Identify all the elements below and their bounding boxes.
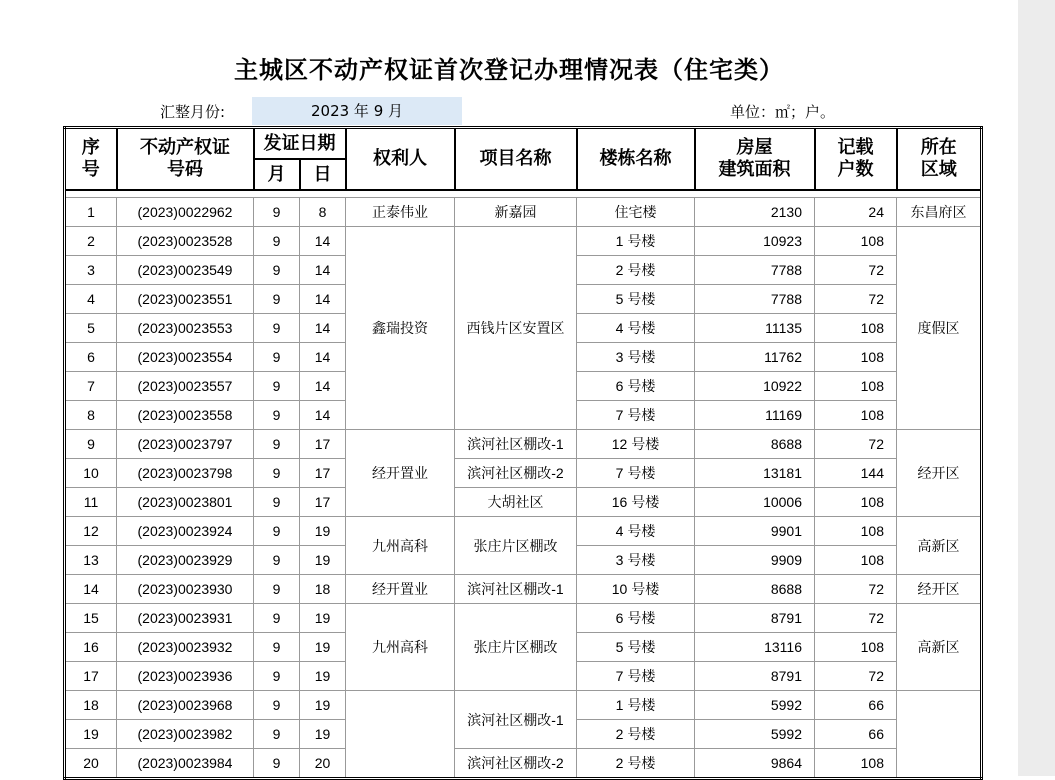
- cell-seq: 4: [65, 285, 117, 314]
- cell-households: 108: [815, 372, 897, 401]
- cell-month: 9: [254, 691, 300, 720]
- cell-building: 12 号楼: [577, 430, 695, 459]
- cell-project: 滨河社区棚改-2: [455, 749, 577, 779]
- cell-project: 张庄片区棚改: [455, 517, 577, 575]
- cell-area: 11135: [695, 314, 815, 343]
- cell-day: 19: [300, 633, 346, 662]
- header-day: 日: [300, 159, 346, 190]
- table-row: [65, 749, 982, 779]
- cell-building: 3 号楼: [577, 546, 695, 575]
- table-row: [65, 198, 982, 227]
- table-row: [65, 227, 982, 256]
- cell-cert: (2023)0023551: [117, 285, 254, 314]
- cell-seq: 16: [65, 633, 117, 662]
- cell-area: 13116: [695, 633, 815, 662]
- cell-building: 4 号楼: [577, 517, 695, 546]
- cell-project: 滨河社区棚改-1: [455, 575, 577, 604]
- header-households: 记载 户数: [815, 128, 897, 191]
- cell-owner: 九州高科: [346, 604, 455, 691]
- cell-day: 20: [300, 749, 346, 779]
- cell-month: 9: [254, 314, 300, 343]
- cell-area: 5992: [695, 691, 815, 720]
- cell-households: 108: [815, 546, 897, 575]
- cell-month: 9: [254, 517, 300, 546]
- cell-project: 张庄片区棚改: [455, 604, 577, 691]
- header-area: 房屋 建筑面积: [695, 128, 815, 191]
- unit-label: 单位：㎡；户。: [730, 103, 836, 121]
- cell-building: 1 号楼: [577, 691, 695, 720]
- cell-day: 19: [300, 604, 346, 633]
- table-row: [65, 430, 982, 459]
- cell-households: 66: [815, 691, 897, 720]
- cell-month: 9: [254, 633, 300, 662]
- page-gutter: [1018, 0, 1055, 776]
- cell-district: 高新区: [897, 604, 982, 691]
- cell-day: 17: [300, 459, 346, 488]
- table-row: [65, 459, 982, 488]
- cell-seq: 17: [65, 662, 117, 691]
- cell-building: 2 号楼: [577, 720, 695, 749]
- cell-district: [897, 691, 982, 779]
- cell-households: 144: [815, 459, 897, 488]
- cell-area: 11762: [695, 343, 815, 372]
- cell-cert: (2023)0023982: [117, 720, 254, 749]
- cell-seq: 18: [65, 691, 117, 720]
- month-value-cell[interactable]: 2023 年 9 月: [252, 97, 462, 125]
- cell-households: 108: [815, 314, 897, 343]
- cell-building: 7 号楼: [577, 662, 695, 691]
- cell-building: 5 号楼: [577, 285, 695, 314]
- cell-building: 6 号楼: [577, 372, 695, 401]
- cell-households: 72: [815, 285, 897, 314]
- cell-cert: (2023)0023554: [117, 343, 254, 372]
- header-owner: 权利人: [346, 128, 455, 191]
- cell-seq: 14: [65, 575, 117, 604]
- cell-day: 17: [300, 488, 346, 517]
- cell-area: 10006: [695, 488, 815, 517]
- table-row: [65, 517, 982, 546]
- cell-month: 9: [254, 720, 300, 749]
- cell-households: 24: [815, 198, 897, 227]
- cell-seq: 8: [65, 401, 117, 430]
- cell-seq: 2: [65, 227, 117, 256]
- cell-month: 9: [254, 575, 300, 604]
- cell-project: 大胡社区: [455, 488, 577, 517]
- cell-seq: 9: [65, 430, 117, 459]
- cell-project: 西钱片区安置区: [455, 227, 577, 430]
- cell-month: 9: [254, 372, 300, 401]
- cell-district: 东昌府区: [897, 198, 982, 227]
- cell-households: 108: [815, 227, 897, 256]
- cell-cert: (2023)0023557: [117, 372, 254, 401]
- cell-day: 18: [300, 575, 346, 604]
- table-row: [65, 604, 982, 633]
- cell-area: 7788: [695, 285, 815, 314]
- header-cert: 不动产权证 号码: [117, 128, 254, 191]
- registration-table: [63, 126, 983, 780]
- cell-cert: (2023)0023936: [117, 662, 254, 691]
- cell-households: 66: [815, 720, 897, 749]
- cell-owner: 鑫瑞投资: [346, 227, 455, 430]
- cell-owner: 正泰伟业: [346, 198, 455, 227]
- cell-month: 9: [254, 256, 300, 285]
- header-date: 发证日期: [254, 128, 346, 160]
- cell-day: 14: [300, 285, 346, 314]
- cell-day: 14: [300, 227, 346, 256]
- cell-building: 2 号楼: [577, 256, 695, 285]
- cell-households: 72: [815, 604, 897, 633]
- cell-area: 5992: [695, 720, 815, 749]
- cell-seq: 15: [65, 604, 117, 633]
- header-building: 楼栋名称: [577, 128, 695, 191]
- header-project: 项目名称: [455, 128, 577, 191]
- cell-month: 9: [254, 343, 300, 372]
- cell-cert: (2023)0023553: [117, 314, 254, 343]
- cell-building: 1 号楼: [577, 227, 695, 256]
- table-row: [65, 575, 982, 604]
- cell-seq: 3: [65, 256, 117, 285]
- cell-area: 11169: [695, 401, 815, 430]
- cell-project: 滨河社区棚改-1: [455, 430, 577, 459]
- cell-cert: (2023)0023549: [117, 256, 254, 285]
- cell-cert: (2023)0023798: [117, 459, 254, 488]
- cell-seq: 19: [65, 720, 117, 749]
- cell-month: 9: [254, 459, 300, 488]
- header-gap: [65, 190, 982, 198]
- cell-households: 72: [815, 575, 897, 604]
- cell-households: 108: [815, 343, 897, 372]
- cell-households: 72: [815, 430, 897, 459]
- cell-households: 108: [815, 488, 897, 517]
- cell-month: 9: [254, 198, 300, 227]
- cell-day: 19: [300, 662, 346, 691]
- cell-households: 108: [815, 633, 897, 662]
- cell-households: 108: [815, 517, 897, 546]
- header-month: 月: [254, 159, 300, 190]
- cell-area: 8791: [695, 604, 815, 633]
- cell-building: 16 号楼: [577, 488, 695, 517]
- cell-area: 7788: [695, 256, 815, 285]
- cell-cert: (2023)0023968: [117, 691, 254, 720]
- cell-day: 14: [300, 343, 346, 372]
- cell-project: 滨河社区棚改-2: [455, 459, 577, 488]
- cell-month: 9: [254, 401, 300, 430]
- cell-building: 6 号楼: [577, 604, 695, 633]
- header-district: 所在 区域: [897, 128, 982, 191]
- cell-building: 5 号楼: [577, 633, 695, 662]
- cell-month: 9: [254, 662, 300, 691]
- cell-building: 7 号楼: [577, 401, 695, 430]
- cell-households: 108: [815, 401, 897, 430]
- cell-cert: (2023)0023932: [117, 633, 254, 662]
- cell-seq: 1: [65, 198, 117, 227]
- cell-day: 8: [300, 198, 346, 227]
- cell-district: 经开区: [897, 430, 982, 517]
- cell-day: 14: [300, 314, 346, 343]
- cell-area: 10923: [695, 227, 815, 256]
- cell-day: 19: [300, 517, 346, 546]
- cell-cert: (2023)0023984: [117, 749, 254, 779]
- cell-seq: 11: [65, 488, 117, 517]
- table-row: [65, 488, 982, 517]
- cell-area: 8688: [695, 575, 815, 604]
- cell-project: 滨河社区棚改-1: [455, 691, 577, 749]
- cell-seq: 6: [65, 343, 117, 372]
- cell-district: 度假区: [897, 227, 982, 430]
- cell-households: 108: [815, 749, 897, 779]
- cell-project: 新嘉园: [455, 198, 577, 227]
- cell-seq: 12: [65, 517, 117, 546]
- cell-day: 19: [300, 546, 346, 575]
- cell-area: 8791: [695, 662, 815, 691]
- cell-building: 10 号楼: [577, 575, 695, 604]
- cell-month: 9: [254, 604, 300, 633]
- cell-building: 住宅楼: [577, 198, 695, 227]
- cell-owner: 经开置业: [346, 575, 455, 604]
- cell-owner: 九州高科: [346, 517, 455, 575]
- cell-month: 9: [254, 546, 300, 575]
- cell-month: 9: [254, 285, 300, 314]
- cell-households: 72: [815, 662, 897, 691]
- cell-seq: 13: [65, 546, 117, 575]
- cell-day: 17: [300, 430, 346, 459]
- cell-building: 3 号楼: [577, 343, 695, 372]
- cell-cert: (2023)0023558: [117, 401, 254, 430]
- cell-area: 9909: [695, 546, 815, 575]
- cell-day: 14: [300, 372, 346, 401]
- cell-cert: (2023)0023801: [117, 488, 254, 517]
- cell-area: 9864: [695, 749, 815, 779]
- cell-cert: (2023)0023924: [117, 517, 254, 546]
- cell-district: 高新区: [897, 517, 982, 575]
- cell-cert: (2023)0022962: [117, 198, 254, 227]
- cell-area: 10922: [695, 372, 815, 401]
- cell-seq: 10: [65, 459, 117, 488]
- cell-month: 9: [254, 227, 300, 256]
- cell-owner: [346, 691, 455, 779]
- cell-cert: (2023)0023929: [117, 546, 254, 575]
- cell-owner: 经开置业: [346, 430, 455, 517]
- cell-cert: (2023)0023528: [117, 227, 254, 256]
- cell-seq: 5: [65, 314, 117, 343]
- header-seq: 序 号: [65, 128, 117, 191]
- month-label: 汇整月份:: [160, 103, 226, 121]
- cell-area: 9901: [695, 517, 815, 546]
- cell-households: 72: [815, 256, 897, 285]
- cell-cert: (2023)0023931: [117, 604, 254, 633]
- cell-month: 9: [254, 749, 300, 779]
- cell-day: 14: [300, 401, 346, 430]
- cell-month: 9: [254, 430, 300, 459]
- table-row: [65, 691, 982, 720]
- cell-month: 9: [254, 488, 300, 517]
- page-title: 主城区不动产权证首次登记办理情况表（住宅类）: [234, 56, 784, 84]
- cell-seq: 7: [65, 372, 117, 401]
- cell-district: 经开区: [897, 575, 982, 604]
- cell-area: 8688: [695, 430, 815, 459]
- cell-day: 19: [300, 720, 346, 749]
- cell-area: 2130: [695, 198, 815, 227]
- cell-day: 14: [300, 256, 346, 285]
- cell-cert: (2023)0023930: [117, 575, 254, 604]
- cell-building: 7 号楼: [577, 459, 695, 488]
- cell-building: 2 号楼: [577, 749, 695, 779]
- cell-seq: 20: [65, 749, 117, 779]
- cell-cert: (2023)0023797: [117, 430, 254, 459]
- cell-building: 4 号楼: [577, 314, 695, 343]
- cell-area: 13181: [695, 459, 815, 488]
- cell-day: 19: [300, 691, 346, 720]
